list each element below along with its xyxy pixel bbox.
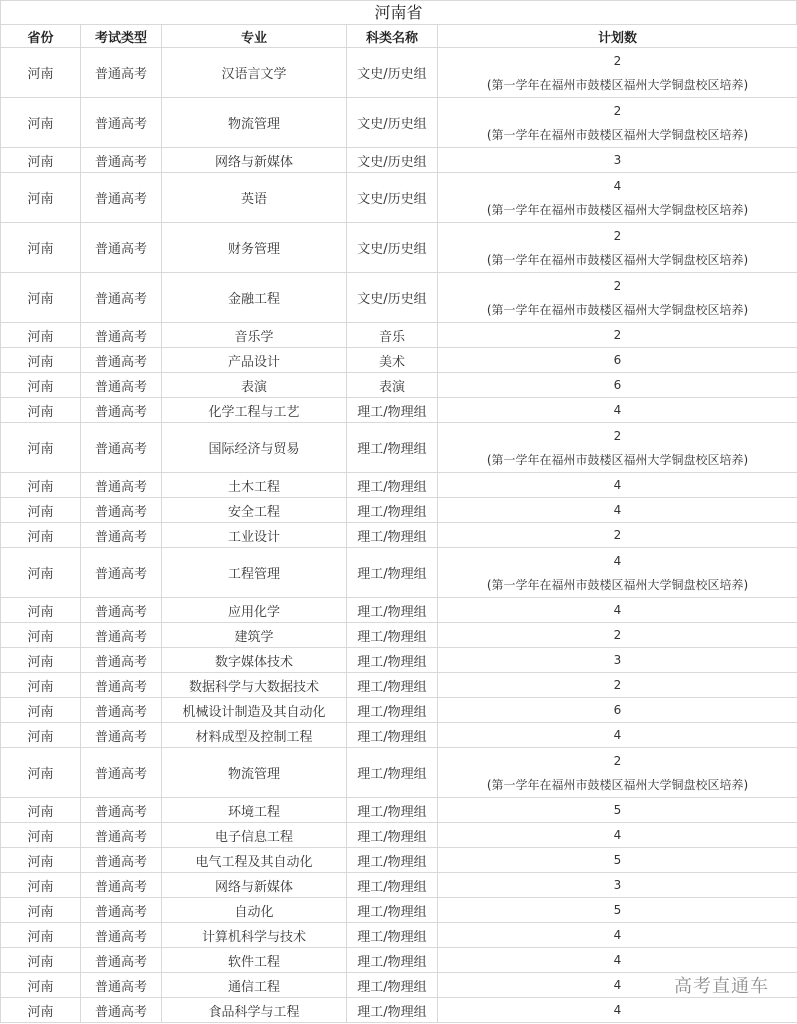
exam-type-cell: 普通高考	[81, 348, 162, 373]
province-cell: 河南	[1, 523, 81, 548]
major-cell: 数字媒体技术	[162, 648, 347, 673]
plan-count-value: 3	[613, 878, 622, 892]
category-cell: 理工/物理组	[347, 523, 438, 548]
major-cell: 物流管理	[162, 98, 347, 148]
plan-count-value: 6	[613, 353, 622, 367]
plan-count-note: (第一学年在福州市鼓楼区福州大学铜盘校区培养)	[486, 577, 749, 592]
province-cell: 河南	[1, 823, 81, 848]
plan-count-value: 2	[613, 103, 622, 118]
category-cell: 理工/物理组	[347, 748, 438, 798]
plan-count-value: 4	[613, 503, 622, 517]
exam-type-cell: 普通高考	[81, 673, 162, 698]
major-cell: 工业设计	[162, 523, 347, 548]
plan-count-value: 4	[613, 978, 622, 992]
province-cell: 河南	[1, 698, 81, 723]
plan-count-note: (第一学年在福州市鼓楼区福州大学铜盘校区培养)	[486, 302, 749, 317]
category-cell: 美术	[347, 348, 438, 373]
province-cell: 河南	[1, 398, 81, 423]
province-cell: 河南	[1, 898, 81, 923]
exam-type-cell: 普通高考	[81, 98, 162, 148]
exam-type-cell: 普通高考	[81, 973, 162, 998]
category-cell: 理工/物理组	[347, 898, 438, 923]
major-cell: 环境工程	[162, 798, 347, 823]
plan-count-value: 2	[613, 53, 622, 68]
plan-count-value: 2	[613, 678, 622, 692]
province-cell: 河南	[1, 973, 81, 998]
major-cell: 网络与新媒体	[162, 148, 347, 173]
plan-count-cell	[438, 373, 797, 398]
plan-count-value: 2	[613, 528, 622, 542]
major-cell: 材料成型及控制工程	[162, 723, 347, 748]
category-cell: 理工/物理组	[347, 473, 438, 498]
province-cell: 河南	[1, 273, 81, 323]
major-cell: 数据科学与大数据技术	[162, 673, 347, 698]
category-cell: 理工/物理组	[347, 623, 438, 648]
exam-type-cell: 普通高考	[81, 923, 162, 948]
table-row	[1, 948, 797, 973]
plan-count-cell	[438, 823, 797, 848]
province-cell: 河南	[1, 848, 81, 873]
category-cell: 理工/物理组	[347, 823, 438, 848]
category-cell: 理工/物理组	[347, 873, 438, 898]
plan-count-cell	[438, 798, 797, 823]
plan-count-cell	[438, 623, 797, 648]
exam-type-cell: 普通高考	[81, 798, 162, 823]
province-cell: 河南	[1, 98, 81, 148]
plan-count-value: 4	[613, 828, 622, 842]
plan-count-cell	[438, 173, 797, 223]
plan-count-cell	[438, 948, 797, 973]
province-cell: 河南	[1, 923, 81, 948]
province-cell: 河南	[1, 748, 81, 798]
table-row	[1, 548, 797, 598]
plan-count-cell	[438, 698, 797, 723]
major-cell: 计算机科学与技术	[162, 923, 347, 948]
exam-type-cell: 普通高考	[81, 748, 162, 798]
plan-count-value: 6	[613, 703, 622, 717]
plan-count-cell	[438, 523, 797, 548]
table-row	[1, 323, 797, 348]
category-cell: 理工/物理组	[347, 398, 438, 423]
plan-count-value: 6	[613, 378, 622, 392]
province-cell: 河南	[1, 798, 81, 823]
major-cell: 软件工程	[162, 948, 347, 973]
plan-count-cell	[438, 323, 797, 348]
table-row	[1, 823, 797, 848]
major-cell: 工程管理	[162, 548, 347, 598]
category-cell: 理工/物理组	[347, 598, 438, 623]
major-cell: 音乐学	[162, 323, 347, 348]
plan-count-cell	[438, 873, 797, 898]
category-cell: 文史/历史组	[347, 148, 438, 173]
plan-count-value: 4	[613, 1003, 622, 1017]
major-cell: 安全工程	[162, 498, 347, 523]
major-cell: 电气工程及其自动化	[162, 848, 347, 873]
major-cell: 机械设计制造及其自动化	[162, 698, 347, 723]
plan-count-value: 4	[613, 603, 622, 617]
table-title: 河南省	[0, 0, 797, 24]
table-row	[1, 923, 797, 948]
province-cell: 河南	[1, 373, 81, 398]
plan-count-value: 3	[613, 653, 622, 667]
major-cell: 食品科学与工程	[162, 998, 347, 1023]
table-row	[1, 423, 797, 473]
plan-count-cell	[438, 423, 797, 473]
table-row	[1, 273, 797, 323]
plan-count-cell	[438, 98, 797, 148]
province-cell: 河南	[1, 873, 81, 898]
exam-type-cell: 普通高考	[81, 273, 162, 323]
province-cell: 河南	[1, 498, 81, 523]
plan-count-cell	[438, 648, 797, 673]
plan-count-cell	[438, 998, 797, 1023]
plan-count-cell	[438, 548, 797, 598]
major-cell: 金融工程	[162, 273, 347, 323]
category-cell: 理工/物理组	[347, 848, 438, 873]
plan-count-value: 5	[613, 903, 622, 917]
major-cell: 应用化学	[162, 598, 347, 623]
plan-count-cell	[438, 723, 797, 748]
exam-type-cell: 普通高考	[81, 948, 162, 973]
province-cell: 河南	[1, 548, 81, 598]
category-cell: 文史/历史组	[347, 173, 438, 223]
category-cell: 理工/物理组	[347, 673, 438, 698]
exam-type-cell: 普通高考	[81, 823, 162, 848]
table-row	[1, 898, 797, 923]
province-cell: 河南	[1, 998, 81, 1023]
plan-count-value: 2	[613, 628, 622, 642]
plan-count-cell	[438, 223, 797, 273]
plan-count-value: 2	[613, 328, 622, 342]
province-cell: 河南	[1, 348, 81, 373]
table-row	[1, 673, 797, 698]
plan-count-cell	[438, 498, 797, 523]
table-row	[1, 698, 797, 723]
table-row	[1, 873, 797, 898]
major-cell: 化学工程与工艺	[162, 398, 347, 423]
province-cell: 河南	[1, 323, 81, 348]
exam-type-cell: 普通高考	[81, 548, 162, 598]
exam-type-cell: 普通高考	[81, 598, 162, 623]
category-cell: 理工/物理组	[347, 998, 438, 1023]
table-header-row	[1, 25, 797, 48]
major-cell: 英语	[162, 173, 347, 223]
plan-count-value: 2	[613, 753, 622, 768]
major-cell: 产品设计	[162, 348, 347, 373]
table-row	[1, 598, 797, 623]
exam-type-cell: 普通高考	[81, 523, 162, 548]
province-cell: 河南	[1, 598, 81, 623]
plan-count-cell	[438, 923, 797, 948]
major-cell: 国际经济与贸易	[162, 423, 347, 473]
plan-count-note: (第一学年在福州市鼓楼区福州大学铜盘校区培养)	[486, 777, 749, 792]
exam-type-cell: 普通高考	[81, 398, 162, 423]
plan-count-cell	[438, 398, 797, 423]
category-cell: 文史/历史组	[347, 48, 438, 98]
major-cell: 网络与新媒体	[162, 873, 347, 898]
major-cell: 建筑学	[162, 623, 347, 648]
plan-count-value: 5	[613, 853, 622, 867]
province-cell: 河南	[1, 148, 81, 173]
table-row	[1, 223, 797, 273]
exam-type-cell: 普通高考	[81, 698, 162, 723]
table-row	[1, 473, 797, 498]
province-cell: 河南	[1, 948, 81, 973]
category-cell: 理工/物理组	[347, 723, 438, 748]
category-cell: 理工/物理组	[347, 498, 438, 523]
table-row	[1, 48, 797, 98]
plan-count-value: 2	[613, 428, 622, 443]
category-cell: 表演	[347, 373, 438, 398]
table-row	[1, 148, 797, 173]
plan-count-value: 3	[613, 153, 622, 167]
plan-count-value: 5	[613, 803, 622, 817]
province-cell: 河南	[1, 423, 81, 473]
province-cell: 河南	[1, 723, 81, 748]
table-row	[1, 373, 797, 398]
exam-type-cell: 普通高考	[81, 648, 162, 673]
exam-type-cell: 普通高考	[81, 848, 162, 873]
table-row	[1, 848, 797, 873]
category-cell: 理工/物理组	[347, 798, 438, 823]
plan-count-cell	[438, 473, 797, 498]
enrollment-plan-table	[0, 24, 797, 1023]
plan-count-cell	[438, 598, 797, 623]
province-cell: 河南	[1, 48, 81, 98]
category-cell: 文史/历史组	[347, 98, 438, 148]
plan-count-cell	[438, 348, 797, 373]
table-row	[1, 498, 797, 523]
category-cell: 理工/物理组	[347, 948, 438, 973]
plan-count-cell	[438, 148, 797, 173]
table-row	[1, 748, 797, 798]
major-cell: 电子信息工程	[162, 823, 347, 848]
exam-type-cell: 普通高考	[81, 48, 162, 98]
category-cell: 理工/物理组	[347, 698, 438, 723]
province-cell: 河南	[1, 648, 81, 673]
exam-type-cell: 普通高考	[81, 873, 162, 898]
table-body	[1, 48, 797, 1023]
watermark: 高考直通车	[674, 976, 769, 997]
category-cell: 理工/物理组	[347, 648, 438, 673]
plan-count-note: (第一学年在福州市鼓楼区福州大学铜盘校区培养)	[486, 202, 749, 217]
plan-count-cell	[438, 48, 797, 98]
table-row	[1, 98, 797, 148]
exam-type-cell: 普通高考	[81, 723, 162, 748]
plan-count-value: 4	[613, 403, 622, 417]
plan-count-note: (第一学年在福州市鼓楼区福州大学铜盘校区培养)	[486, 452, 749, 467]
table-row	[1, 723, 797, 748]
table-row	[1, 173, 797, 223]
exam-type-cell: 普通高考	[81, 173, 162, 223]
plan-count-note: (第一学年在福州市鼓楼区福州大学铜盘校区培养)	[486, 252, 749, 267]
header-province: 省份	[1, 25, 81, 48]
major-cell: 物流管理	[162, 748, 347, 798]
plan-count-value: 4	[613, 478, 622, 492]
category-cell: 理工/物理组	[347, 548, 438, 598]
exam-type-cell: 普通高考	[81, 148, 162, 173]
province-cell: 河南	[1, 473, 81, 498]
province-cell: 河南	[1, 673, 81, 698]
exam-type-cell: 普通高考	[81, 373, 162, 398]
exam-type-cell: 普通高考	[81, 223, 162, 273]
category-cell: 文史/历史组	[347, 223, 438, 273]
category-cell: 理工/物理组	[347, 423, 438, 473]
header-plan-count: 计划数	[438, 25, 797, 48]
category-cell: 理工/物理组	[347, 973, 438, 998]
major-cell: 土木工程	[162, 473, 347, 498]
plan-count-value: 2	[613, 278, 622, 293]
province-cell: 河南	[1, 623, 81, 648]
province-cell: 河南	[1, 223, 81, 273]
table-row	[1, 998, 797, 1023]
table-row	[1, 623, 797, 648]
table-row	[1, 348, 797, 373]
header-exam-type: 考试类型	[81, 25, 162, 48]
exam-type-cell: 普通高考	[81, 423, 162, 473]
plan-count-cell	[438, 898, 797, 923]
category-cell: 理工/物理组	[347, 923, 438, 948]
plan-count-cell	[438, 673, 797, 698]
table-row	[1, 648, 797, 673]
major-cell: 财务管理	[162, 223, 347, 273]
plan-count-value: 4	[613, 928, 622, 942]
plan-count-note: (第一学年在福州市鼓楼区福州大学铜盘校区培养)	[486, 77, 749, 92]
major-cell: 表演	[162, 373, 347, 398]
major-cell: 汉语言文学	[162, 48, 347, 98]
exam-type-cell: 普通高考	[81, 998, 162, 1023]
table-row	[1, 523, 797, 548]
category-cell: 文史/历史组	[347, 273, 438, 323]
table-row	[1, 798, 797, 823]
plan-count-value: 2	[613, 228, 622, 243]
header-category: 科类名称	[347, 25, 438, 48]
major-cell: 自动化	[162, 898, 347, 923]
table-row	[1, 398, 797, 423]
header-major: 专业	[162, 25, 347, 48]
exam-type-cell: 普通高考	[81, 623, 162, 648]
plan-count-value: 4	[613, 178, 622, 193]
province-cell: 河南	[1, 173, 81, 223]
plan-count-cell	[438, 748, 797, 798]
exam-type-cell: 普通高考	[81, 498, 162, 523]
plan-count-value: 4	[613, 953, 622, 967]
category-cell: 音乐	[347, 323, 438, 348]
plan-count-cell	[438, 273, 797, 323]
exam-type-cell: 普通高考	[81, 473, 162, 498]
plan-count-cell	[438, 848, 797, 873]
plan-count-value: 4	[613, 553, 622, 568]
exam-type-cell: 普通高考	[81, 898, 162, 923]
exam-type-cell: 普通高考	[81, 323, 162, 348]
plan-count-value: 4	[613, 728, 622, 742]
plan-count-note: (第一学年在福州市鼓楼区福州大学铜盘校区培养)	[486, 127, 749, 142]
major-cell: 通信工程	[162, 973, 347, 998]
